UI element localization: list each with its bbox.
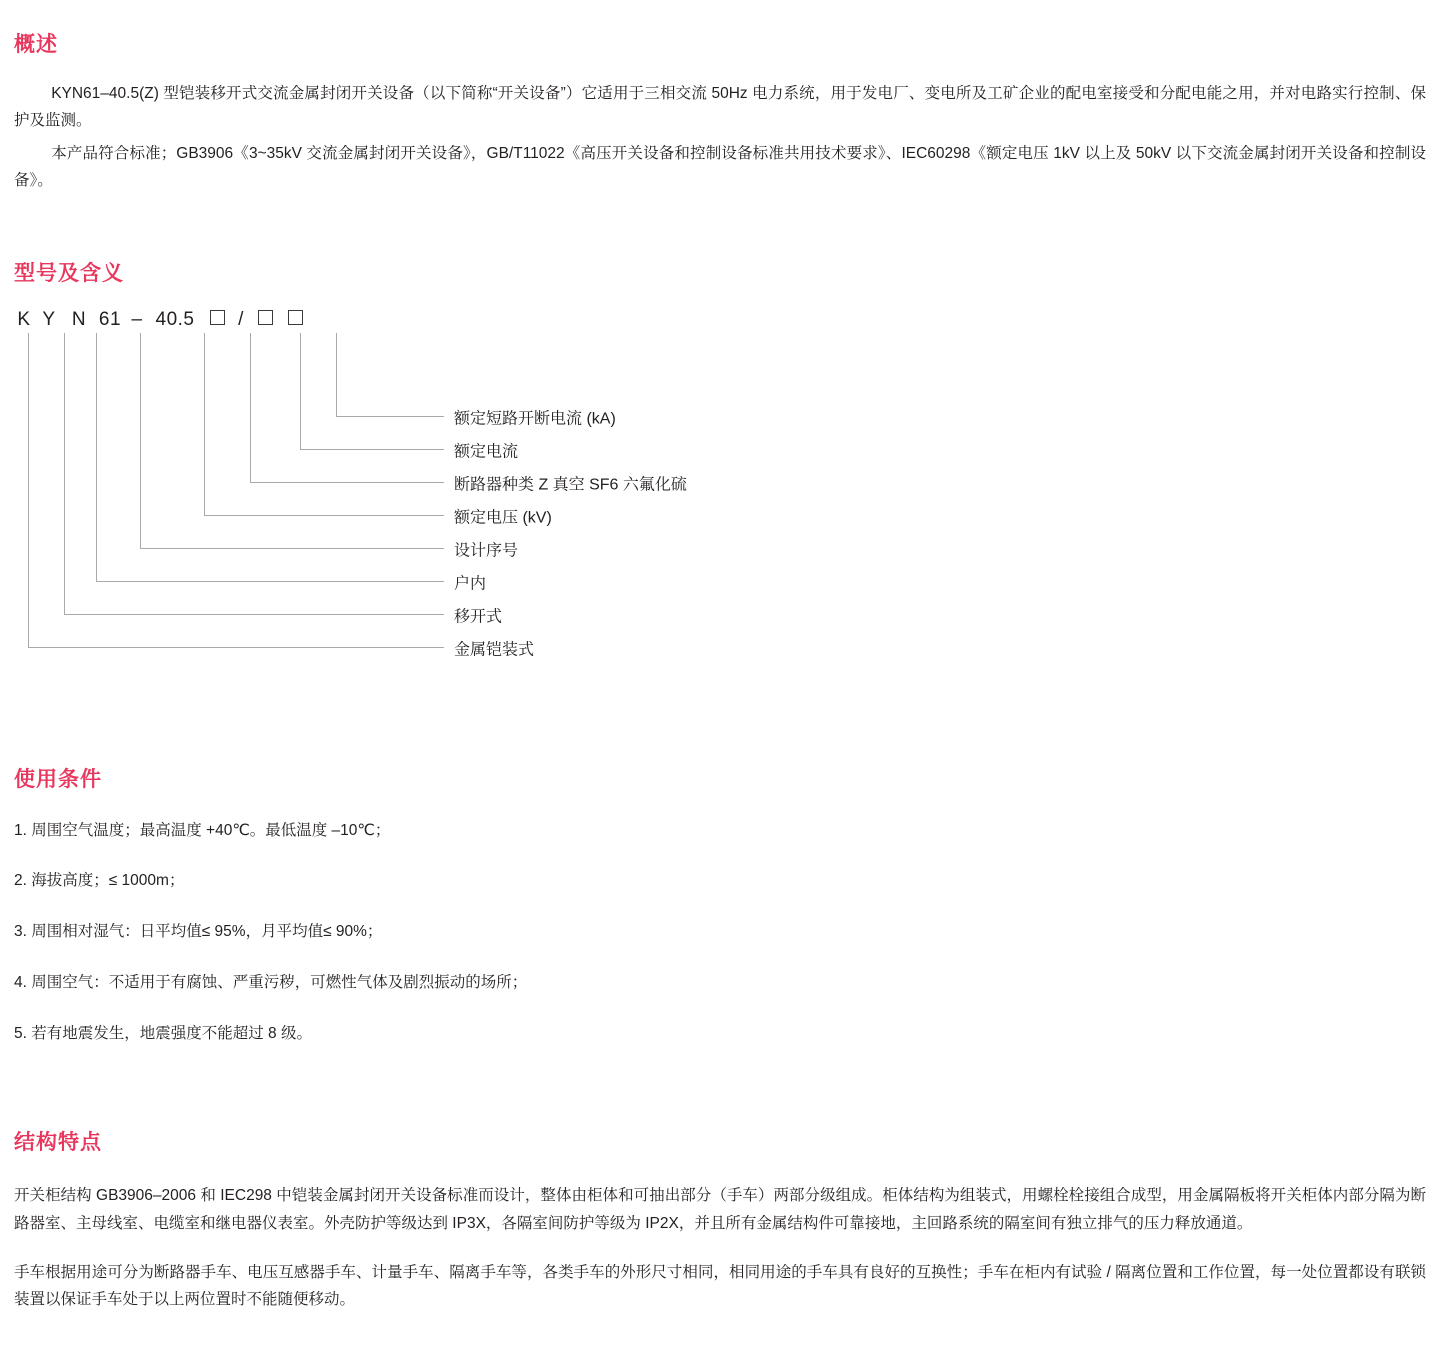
model-label-withdrawable: 移开式 [454, 608, 503, 625]
structure-paragraph-2: 手车根据用途可分为断路器手车、电压互感器手车、计量手车、隔离手车等，各类手车的外形尺寸相同，相同用途的手车具有良好的互换性；手车在柜内有试验 / 隔离位置和工作位置，每一处位置都设有联锁装置以保证手车处于以上两位置时不能随便移动。 [14, 1263, 1426, 1308]
overview-body [14, 80, 1426, 195]
section-heading-service-conditions: 使用条件 [14, 767, 102, 791]
model-letter-n: N [71, 308, 87, 330]
model-box-3 [280, 309, 310, 331]
condition-item-1: 1. 周围空气温度；最高温度 +40℃。最低温度 –10℃； [14, 821, 391, 839]
model-slash: / [238, 308, 244, 330]
empty-box-icon [258, 310, 273, 325]
overview-paragraph-1: KYN61–40.5(Z) 型铠装移开式交流金属封闭开关设备（以下简称“开关设备”）它适用于三相交流 50Hz 电力系统，用于发电厂、变电所及工矿企业的配电室接受和分配电能之用，并对电路实行控制、保护及监测。 [14, 85, 1426, 130]
section-heading-overview: 概述 [14, 33, 58, 56]
section-heading-structural-features: 结构特点 [14, 1131, 102, 1155]
condition-item-3: 3. 周围相对湿气：日平均值≤ 95%，月平均值≤ 90%； [14, 923, 383, 941]
structure-paragraph-1: 开关柜结构 GB3906–2006 和 IEC298 中铠装金属封闭开关设备标准而设计，整体由柜体和可抽出部分（手车）两部分级组成。柜体结构为组装式，用螺栓栓接组合成型，用金属隔板将开关柜体内部分隔为断路器室、主母线室、电缆室和继电器仪表室。外壳防护等级达到 IP3X，各隔室间防护等级为 IP2X，并且所有金属结构件可靠接地，主回路系统的隔室间有独立排气的压力释放通道。 [14, 1187, 1426, 1232]
model-box-1 [202, 309, 232, 331]
overview-paragraph-2: 本产品符合标准；GB3906《3~35kV 交流金属封闭开关设备》，GB/T11022《高压开关设备和控制设备标准共用技术要求》、IEC60298《额定电压 1kV 以上及 50kV 以下交流金属封闭开关设备和控制设备》。 [14, 145, 1426, 190]
model-label-indoor: 户内 [454, 575, 487, 592]
model-label-breaker-type: 断路器种类 Z 真空 SF6 六氟化硫 [454, 476, 687, 493]
service-conditions-list [14, 819, 1426, 1047]
model-label-design-serial-number: 设计序号 [454, 542, 519, 559]
structural-features-body [14, 1182, 1426, 1313]
model-box-2 [250, 309, 280, 331]
model-label-rated-current: 额定电流 [454, 443, 519, 460]
model-label-rated-voltage: 额定电压 (kV) [454, 509, 552, 526]
model-label-rated-short-circuit-breaking-current: 额定短路开断电流 (kA) [454, 410, 616, 427]
model-letter-k: K [17, 308, 31, 330]
condition-item-2: 2. 海拔高度；≤ 1000m； [14, 872, 185, 890]
condition-item-4: 4. 周围空气：不适用于有腐蚀、严重污秽，可燃性气体及剧烈振动的场所； [14, 973, 528, 991]
model-dash: – [131, 308, 143, 330]
model-code-row [14, 307, 310, 333]
model-series-number: 61 [98, 308, 122, 330]
model-rated-voltage-value: 40.5 [155, 308, 195, 330]
section-heading-model-designation: 型号及含义 [14, 261, 124, 285]
model-letter-y: Y [42, 308, 56, 330]
leader-line-8 [28, 333, 444, 648]
model-designation-diagram [14, 307, 1014, 677]
empty-box-icon [288, 310, 303, 325]
condition-item-5: 5. 若有地震发生，地震强度不能超过 8 级。 [14, 1024, 312, 1042]
empty-box-icon [210, 310, 225, 325]
model-label-metal-clad: 金属铠装式 [454, 641, 535, 658]
